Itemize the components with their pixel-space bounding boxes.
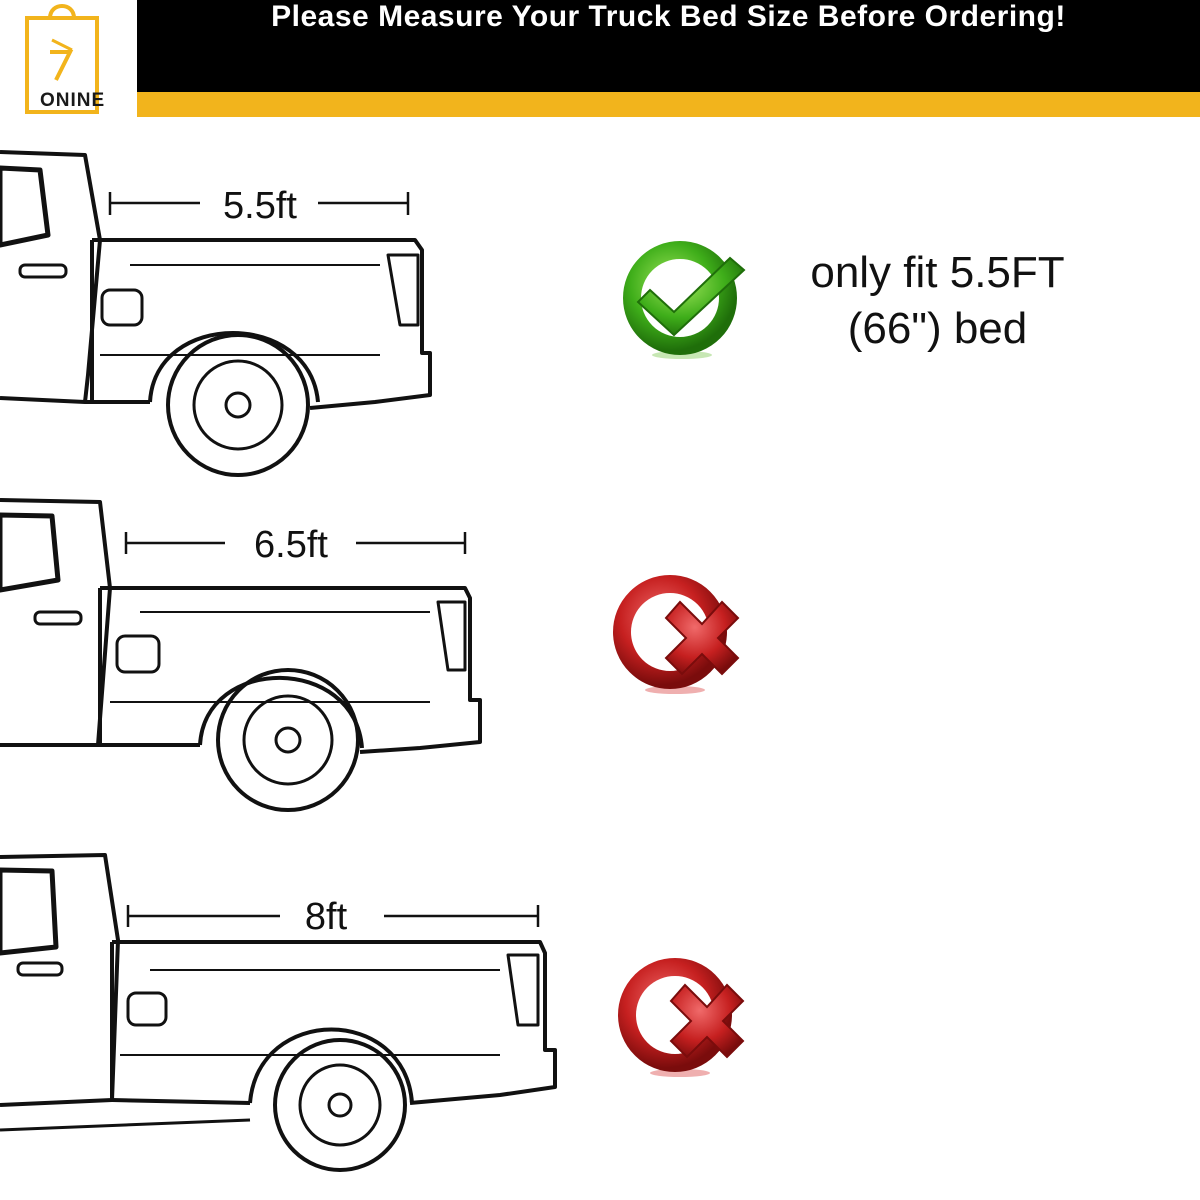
truck-8ft-illustration: [0, 845, 570, 1195]
banner-title: Please Measure Your Truck Bed Size Before Ordering!: [271, 0, 1066, 33]
fit-note-line1: only fit 5.5FT: [810, 248, 1065, 297]
truck-6-5ft-illustration: [0, 490, 490, 825]
brand-name: ONINE: [40, 90, 106, 111]
bed-length-label: 8ft: [304, 896, 348, 938]
accent-bar: [137, 92, 1200, 117]
header-banner: [137, 0, 1200, 92]
bed-length-label: 5.5ft: [223, 185, 297, 227]
fit-note-line2: (66") bed: [847, 304, 1028, 353]
check-icon: [612, 240, 752, 365]
cross-icon: [610, 572, 750, 697]
truck-5-5ft-illustration: [0, 140, 470, 485]
bed-length-label: 6.5ft: [254, 524, 328, 566]
cross-icon: [615, 955, 755, 1080]
fit-note: [770, 245, 1105, 357]
brand-logo: [0, 0, 137, 117]
